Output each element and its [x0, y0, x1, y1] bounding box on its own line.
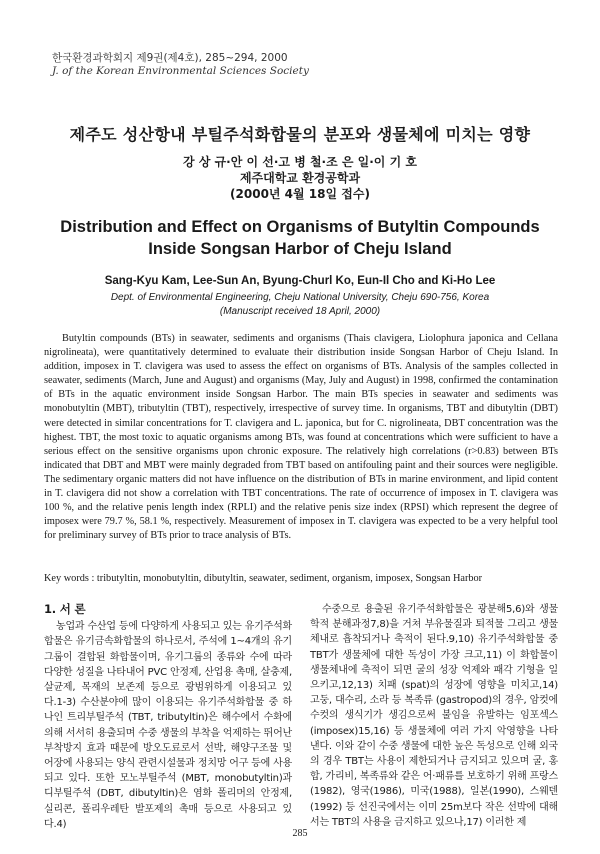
affiliation-block-english — [0, 291, 600, 319]
abstract: Butyltin compounds (BTs) in seawater, sediments and organisms (Thais clavigera, Liolophura japonica and Cellana nigrolineata), were quantitatively determined to evaluate their distribution inside Songsan Harbor of Cheju Island. In addition, imposex in T. clavigera was used to assess the effect on organisms of BTs. Analysis of the samples collected in seawater, sediments (March, June and August) and organisms (May, July and August) in 1998, confirmed the contamination of BTs in the aquatic environment inside Songsan Harbor. The main BTs species in seawater and sediments was monobutyltin (MBT), tributyltin (TBT), respectively, irrespective of survey time. In organisms, TBT and dibutyltin (DBT) were detected in similar concentrations for T. clavigera and L. japonica, but for C. nigrolineata, DBT concentration was the highest. TBT, the most toxic to aquatic organisms among BTs, was found at concentrations which were sufficient to have a serious effect on the sensitive organisms upon chronic exposure. The relatively high correlations (r>0.83) between BTs indicated that DBT and MBT were mainly degraded from TBT based on antifouling paint and their sources were negligible. The sedimentary organic matters did not have influence on the distribution of BTs in marine environment, and lipid content in T. clavigera did not show a correlation with TBT concentrations. The rate of occurrence of imposex in T. clavigera was 100 %, and the relative penis length index (RPLI) and the relative penis size index (RPSI) which represent the degree of imposex were 79.7 %, 58.1 %, respectively. Measurement of imposex in T. clavigera was expected to be a very helpful tool for preliminary survey of BTs prior to trace analysis of BTs. — [44, 333, 558, 542]
affiliation-english: Dept. of Environmental Engineering, Cheju National University, Cheju 690-756, Korea — [110, 292, 490, 303]
paper-title-korean: 제주도 성산항내 부틸주석화합물의 분포와 생물체에 미치는 영향 — [69, 125, 531, 144]
title-english-line1: Distribution and Effect on Organisms of Butyltin Compounds — [60, 218, 540, 236]
received-date-english: (Manuscript received 18 April, 2000) — [219, 306, 381, 317]
paper-title-english — [0, 216, 600, 260]
journal-english: J. of the Korean Environmental Sciences Society — [52, 65, 309, 77]
section-heading: 1. 서 론 — [44, 602, 86, 616]
authors-korean: 강 상 규·안 이 선·고 병 철·조 은 일·이 기 호 — [183, 155, 417, 169]
body-column-right — [310, 602, 558, 830]
journal-korean: 한국환경과학회지 제9권(제4호), 285~294, 2000 — [52, 52, 288, 64]
body-paragraph-right: 수중으로 용출된 유기주석화합물은 광분해5,6)와 생물학적 분해과정7,8)을 거쳐 부유물질과 퇴적물 그리고 생물체내로 흡착되거나 축적이 된다.9,10) 유기주석화합물 중 TBT가 생물체에 대한 독성이 가장 크고,11) 이 화합물이 생물체내에 축적이 되면 굴의 성장 억제와 패각 기형을 일으키고,12,13) 치패 (spat)의 성장에 영향을 미치고,14) 고둥, 대수리, 소라 등 복족류 (gastropod)의 경우, 암컷에 수컷의 생식기가 생김으로써 불임을 유발하는 임포섹스 (imposex)15,16) 등 생물체에 여러 가지 악영향을 나타낸다. 이와 같이 수중 생물에 대한 높은 독성으로 인해 외국의 경우 TBT는 사용이 제한되거나 금지되고 있으며 굴, 홍합, 가리비, 복족류와 같은 어·패류를 보호하기 위해 프랑스(1982), 영국(1986), 미국(1988), 일본(1990), 스웨덴(1992) 등 선진국에서는 이미 25m보다 작은 선박에 대해서는 TBT의 사용을 금지하고 있으나,17) 이러한 제 — [310, 604, 558, 828]
received-date-korean: (2000년 4월 18일 접수) — [230, 187, 370, 201]
affiliation-korean: 제주대학교 환경공학과 — [239, 171, 361, 185]
page-number: 285 — [292, 828, 308, 839]
journal-header — [52, 52, 309, 78]
body-column-left — [44, 602, 292, 832]
authors-english: Sang-Kyu Kam, Lee-Sun An, Byung-Churl Ko, Eun-Il Cho and Ki-Ho Lee — [104, 275, 496, 287]
author-block-korean — [0, 154, 600, 202]
body-paragraph-left: 농업과 수산업 등에 다양하게 사용되고 있는 유기주석화합물은 유기금속화합물의 하나로서, 주석에 1~4개의 유기그룹이 결합된 화합물이며, 유기그룹의 종류와 수에 따라 다양한 성질을 나타내어 PVC 안정제, 산업용 촉매, 살충제, 살균제, 목재의 보존제 등으로 광범위하게 이용되고 있다.1-3) 수산분야에 많이 이용되는 유기주석화합물 중 하나인 트리부틸주석 (TBT, tributyltin)은 해수에서 수화에 의해 서서히 용출되며 수중 생물의 부착을 억제하는 뛰어난 부착방지 효과 때문에 방오도료로서 선박, 해양구조물 및 어장에 사용되는 양식 관련시설물과 정치망 어구 등에 사용되고 있다. 또한 모노부틸주석 (MBT, monobutyltin)과 디부틸주석 (DBT, dibutyltin)은 염화 폴리머의 안정제, 실리콘, 폴리우레탄 발포제의 촉매 등으로 사용되고 있다.4) — [44, 621, 292, 830]
keywords: Key words : tributyltin, monobutyltin, dibutyltin, seawater, sediment, organism, imposex, Songsan Harbor — [44, 573, 483, 584]
title-english-line2: Inside Songsan Harbor of Cheju Island — [148, 240, 452, 258]
